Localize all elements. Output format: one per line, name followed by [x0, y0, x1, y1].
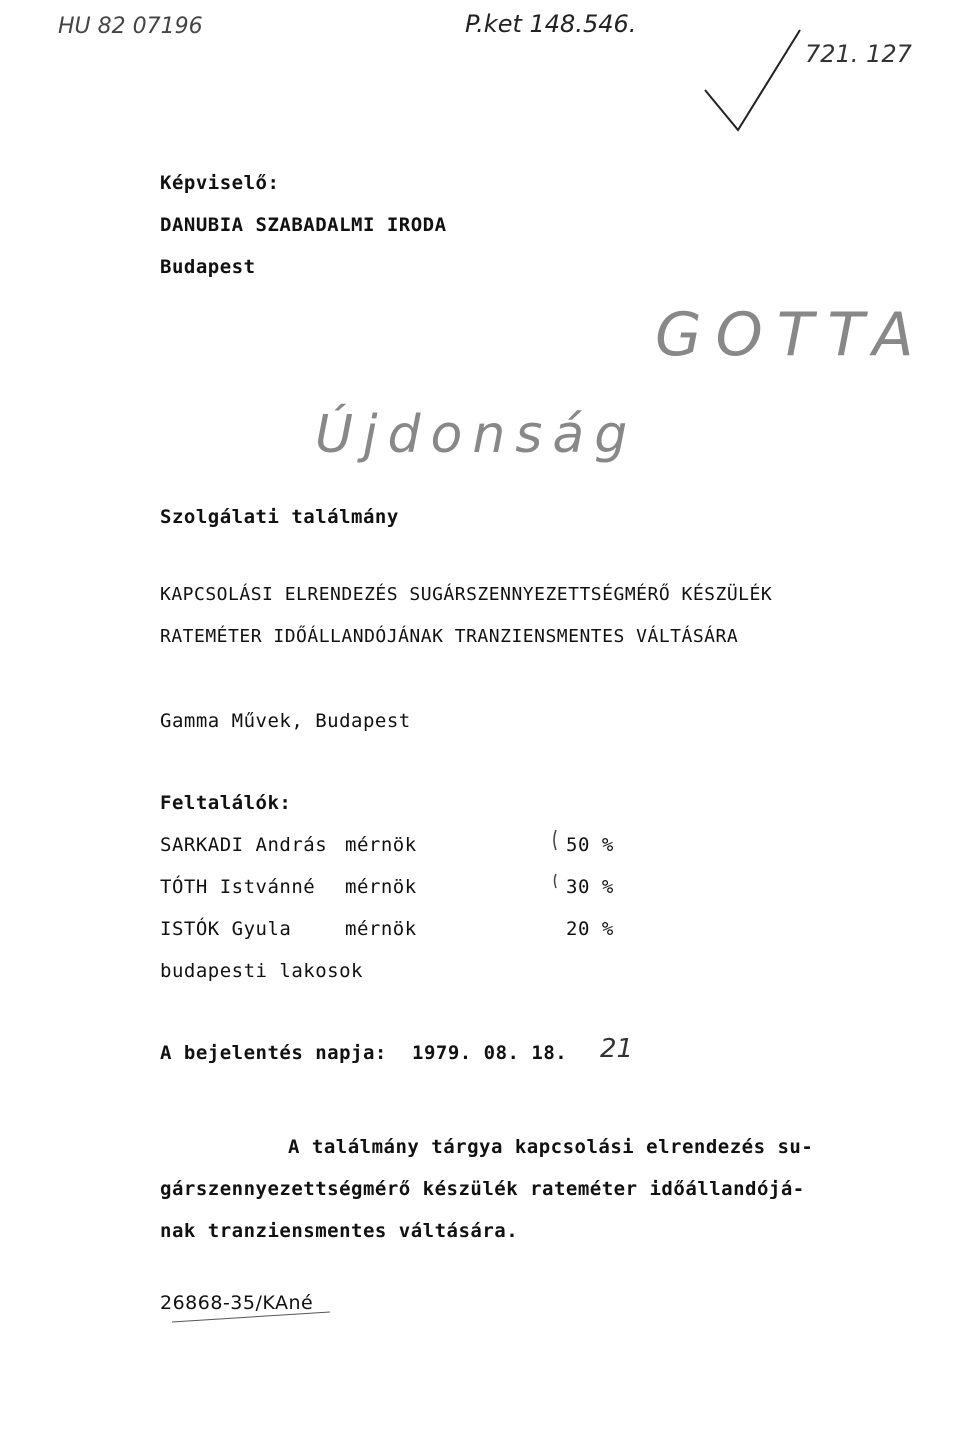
inventor-2-role: mérnök: [345, 876, 417, 898]
filing-date: 1979. 08. 18.: [412, 1042, 568, 1064]
pencil-annotation-big: GOTTA: [655, 300, 928, 370]
abstract-line-3: nak tranziensmentes váltására.: [160, 1220, 519, 1242]
filing-date-label: A bejelentés napja:: [160, 1042, 387, 1064]
applicant: Gamma Művek, Budapest: [160, 710, 411, 732]
representative-firm: DANUBIA SZABADALMI IRODA: [160, 214, 447, 236]
title-line-2: RATEMÉTER IDŐÁLLANDÓJÁNAK TRANZIENSMENTES VÁLTÁSÁRA: [160, 626, 739, 647]
abstract-line-1: A találmány tárgya kapcsolási elrendezés su-: [288, 1136, 814, 1158]
invention-category: Szolgálati találmány: [160, 506, 399, 528]
inventors-residence: budapesti lakosok: [160, 960, 363, 982]
abstract-line-2: gárszennyezettségmérő készülék rateméter időállandójá-: [160, 1178, 805, 1200]
filing-date-handwritten-correction: 21: [600, 1034, 634, 1064]
inventor-3-share: 20 %: [566, 918, 614, 940]
handwritten-ref-right: 721. 127: [805, 40, 912, 68]
handwritten-ref-number: HU 82 07196: [58, 14, 203, 39]
title-line-1: KAPCSOLÁSI ELRENDEZÉS SUGÁRSZENNYEZETTSÉGMÉRŐ KÉSZÜLÉK: [160, 584, 773, 605]
inventor-1-share: 50 %: [566, 834, 614, 856]
reference-code: 26868-35/KAné: [160, 1292, 314, 1314]
handwritten-ref-mid: P.ket 148.546.: [465, 10, 637, 38]
representative-city: Budapest: [160, 256, 256, 278]
inventors-label: Feltalálók:: [160, 792, 292, 814]
inventor-1-name: SARKADI András: [160, 834, 328, 856]
representative-label: Képviselő:: [160, 172, 280, 194]
inventor-3-role: mérnök: [345, 918, 417, 940]
inventor-3-name: ISTÓK Gyula: [160, 918, 292, 940]
inventor-2-share: 30 %: [566, 876, 614, 898]
inventor-1-role: mérnök: [345, 834, 417, 856]
inventor-2-name: TÓTH Istvánné: [160, 876, 316, 898]
pencil-annotation-sub: Újdonság: [315, 405, 638, 465]
